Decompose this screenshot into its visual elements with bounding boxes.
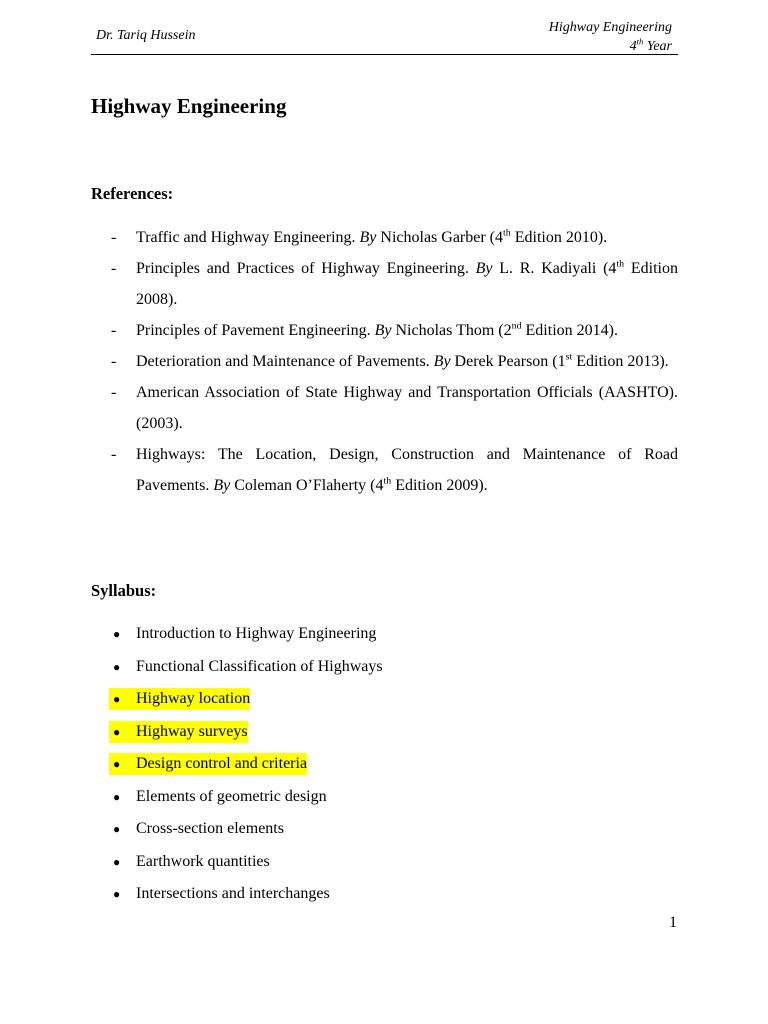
syllabus-item bbox=[91, 683, 678, 716]
syllabus-item-text: Highway location bbox=[136, 690, 251, 707]
syllabus-item bbox=[91, 748, 678, 781]
bullet-icon: ● bbox=[113, 822, 121, 836]
reference-by: By bbox=[475, 260, 493, 277]
list-dash: - bbox=[111, 260, 117, 277]
reference-item bbox=[91, 253, 678, 315]
syllabus-item-text: Cross-section elements bbox=[136, 820, 284, 837]
reference-item bbox=[91, 346, 678, 377]
bullet-icon: ● bbox=[113, 887, 121, 901]
reference-edition-suffix: th bbox=[503, 227, 511, 239]
reference-title: Traffic and Highway Engineering. bbox=[136, 229, 360, 246]
reference-item bbox=[91, 315, 678, 346]
list-dash: - bbox=[111, 353, 117, 370]
reference-edition: Edition 2008). bbox=[136, 260, 678, 308]
header-year-number: 4 bbox=[629, 39, 637, 54]
bullet-icon: ● bbox=[113, 692, 121, 706]
list-dash: - bbox=[111, 384, 117, 401]
syllabus-item bbox=[91, 878, 678, 911]
reference-title: Deterioration and Maintenance of Pavements. bbox=[136, 353, 434, 370]
syllabus-item-text: Elements of geometric design bbox=[136, 787, 327, 805]
syllabus-item bbox=[91, 846, 678, 879]
header-author: Dr. Tariq Hussein bbox=[96, 28, 196, 43]
reference-by: By bbox=[213, 477, 231, 494]
syllabus-item-text: Intersections and interchanges bbox=[136, 885, 330, 902]
reference-edition-suffix: th bbox=[383, 475, 392, 487]
reference-by: By bbox=[359, 229, 377, 246]
syllabus-item bbox=[91, 716, 678, 749]
reference-edition: Edition 2013). bbox=[572, 353, 669, 370]
reference-author: Derek Pearson (1 bbox=[450, 353, 566, 370]
reference-edition: Edition 2009). bbox=[391, 477, 488, 494]
reference-edition-suffix: nd bbox=[511, 320, 522, 332]
bullet-icon: ● bbox=[113, 627, 121, 641]
reference-text: American Association of State Highway and Transportation Officials (AASHTO). (2003). bbox=[136, 384, 678, 432]
header-course: Highway Engineering bbox=[548, 20, 672, 35]
syllabus-item-text: Functional Classification of Highways bbox=[136, 657, 383, 675]
references-list bbox=[91, 222, 678, 501]
header-year-suffix: th bbox=[636, 36, 644, 47]
syllabus-item bbox=[91, 813, 678, 846]
syllabus-list bbox=[91, 618, 678, 911]
syllabus-item bbox=[91, 618, 678, 651]
reference-by: By bbox=[374, 322, 392, 339]
bullet-icon: ● bbox=[113, 854, 121, 869]
reference-edition: Edition 2010). bbox=[510, 229, 608, 246]
reference-item bbox=[91, 377, 678, 439]
reference-edition: Edition 2014). bbox=[521, 322, 618, 339]
syllabus-item-text: Design control and criteria bbox=[136, 755, 308, 772]
bullet-icon: ● bbox=[113, 789, 121, 804]
list-dash: - bbox=[111, 446, 117, 463]
reference-author: Nicholas Garber (4 bbox=[376, 229, 504, 246]
syllabus-item-text: Introduction to Highway Engineering bbox=[136, 625, 377, 642]
syllabus-item bbox=[91, 781, 678, 814]
list-dash: - bbox=[111, 229, 117, 246]
bullet-icon: ● bbox=[113, 659, 121, 674]
header-year-word: Year bbox=[646, 39, 672, 54]
reference-author: Nicholas Thom (2 bbox=[391, 322, 512, 339]
reference-title: Highways: The Location, Design, Construction and Maintenance of Road Pavements. bbox=[136, 446, 678, 494]
reference-by: By bbox=[433, 353, 451, 370]
bullet-icon: ● bbox=[113, 757, 121, 771]
references-heading: References: bbox=[91, 184, 174, 203]
syllabus-heading: Syllabus: bbox=[91, 581, 157, 600]
header-divider bbox=[91, 54, 678, 55]
page-number: 1 bbox=[669, 914, 677, 931]
header-course-info bbox=[549, 18, 672, 56]
list-dash: - bbox=[111, 322, 117, 339]
reference-title: Principles of Pavement Engineering. bbox=[136, 322, 375, 339]
reference-edition-suffix: st bbox=[565, 351, 573, 363]
reference-item bbox=[91, 222, 678, 253]
syllabus-item bbox=[91, 651, 678, 684]
bullet-icon: ● bbox=[113, 724, 121, 739]
reference-edition-suffix: th bbox=[616, 258, 625, 270]
page-title: Highway Engineering bbox=[91, 94, 287, 118]
reference-author: L. R. Kadiyali (4 bbox=[492, 260, 617, 277]
syllabus-item-text: Highway surveys bbox=[136, 722, 248, 740]
reference-title: Principles and Practices of Highway Engineering. bbox=[136, 260, 476, 277]
syllabus-item-text: Earthwork quantities bbox=[136, 852, 270, 870]
reference-item bbox=[91, 439, 678, 501]
reference-author: Coleman O’Flaherty (4 bbox=[230, 477, 384, 494]
